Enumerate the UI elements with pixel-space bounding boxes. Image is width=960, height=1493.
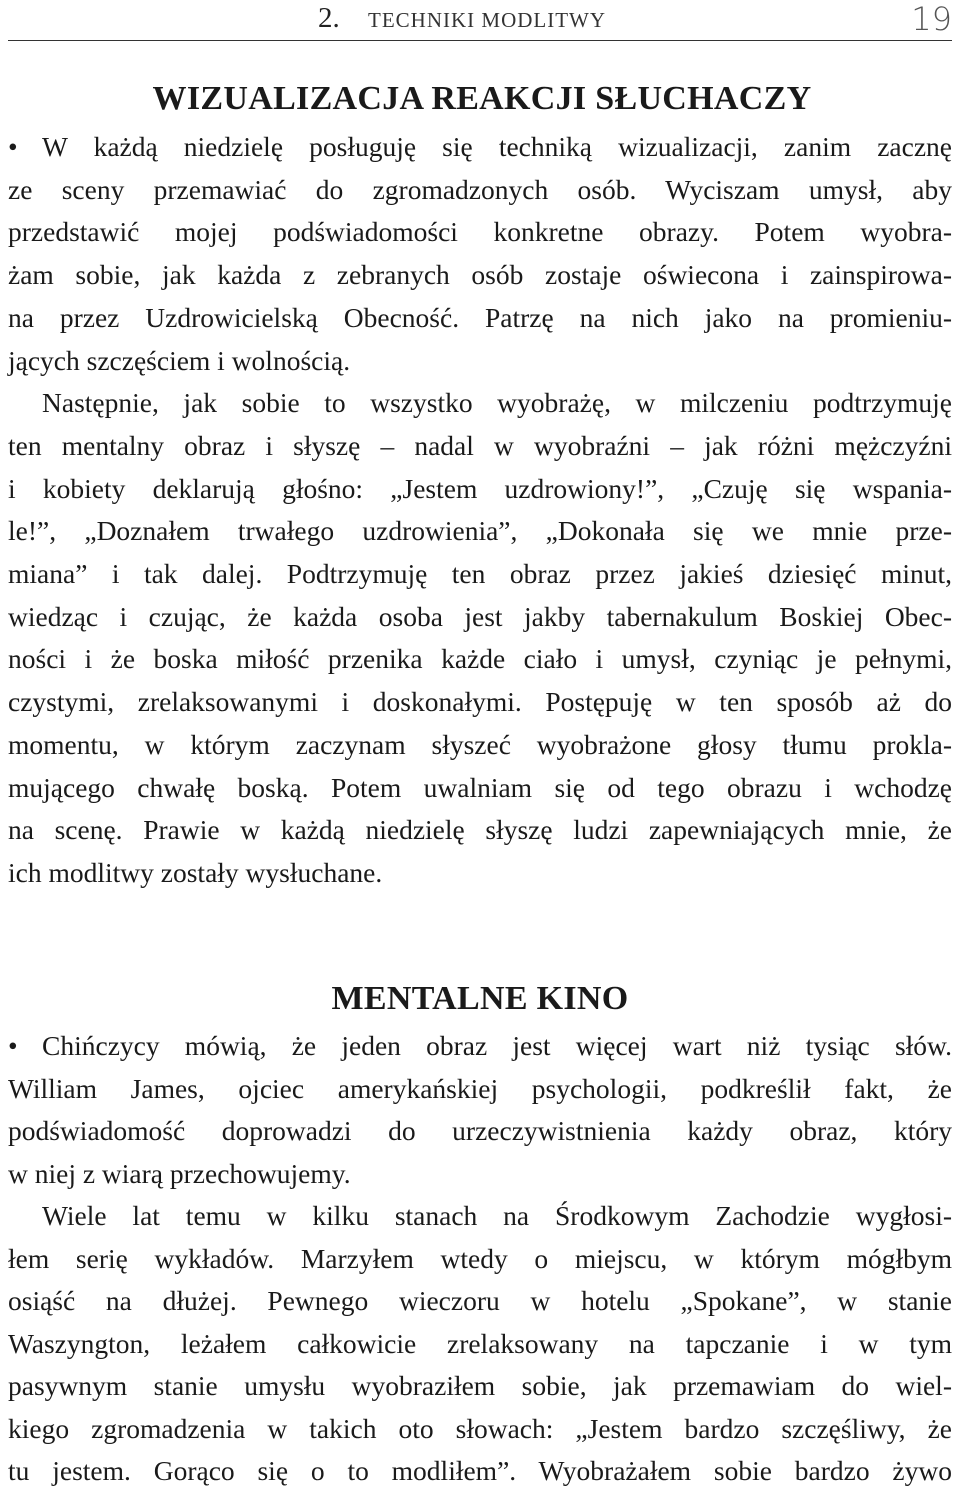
line-text: ich modlitwy zostały wysłuchane. bbox=[8, 856, 383, 888]
line-text: ności i że boska miłość przenika każde ciało i umysł, czyniąc je pełnymi, bbox=[8, 643, 952, 675]
bullet-icon: • bbox=[8, 1030, 18, 1061]
text-line bbox=[8, 1364, 952, 1407]
line-text: osiąść na dłużej. Pewnego wieczoru w hotelu „Spokane”, w stanie bbox=[8, 1285, 952, 1316]
text-line bbox=[8, 168, 952, 211]
line-text: Waszyngton, leżałem całkowicie zrelaksowany na tapczanie i w tym bbox=[8, 1327, 952, 1359]
line-text: ze sceny przemawiać do zgromadzonych osób. Wyciszam umysł, aby bbox=[8, 173, 952, 205]
text-line bbox=[8, 1279, 952, 1322]
text-line bbox=[8, 1024, 952, 1067]
text-line bbox=[8, 381, 952, 424]
chapter-title: TECHNIKI MODLITWY bbox=[368, 8, 607, 32]
text-line bbox=[8, 1237, 952, 1280]
line-text: na scenę. Prawie w każdą niedzielę słyszę ludzi zapewniających mnie, że bbox=[8, 814, 952, 846]
line-text: jących szczęściem i wolnością. bbox=[8, 344, 351, 376]
line-text: Wiele lat temu w kilku stanach na Środkowym Zachodzie wygłosi- bbox=[42, 1200, 952, 1231]
line-text: na przez Uzdrowicielską Obecność. Patrzę na nich jako na promieniu- bbox=[8, 301, 952, 333]
line-text: wiedząc i czując, że każda osoba jest jakby tabernakulum Boskiej Obec- bbox=[8, 600, 952, 632]
text-line bbox=[8, 766, 952, 809]
line-text: podświadomość doprowadzi do urzeczywistnienia każdy obraz, który bbox=[8, 1115, 952, 1146]
section-heading-mental-cinema: MENTALNE KINO bbox=[331, 980, 629, 1017]
line-text: William James, ojciec amerykańskiej psychologii, podkreślił fakt, że bbox=[8, 1072, 952, 1104]
bullet-icon: • bbox=[8, 131, 18, 162]
text-line bbox=[8, 851, 952, 894]
text-line bbox=[8, 637, 952, 680]
text-line bbox=[8, 424, 952, 467]
line-text: i kobiety deklarują głośno: „Jestem uzdrowiony!”, „Czuję się wspania- bbox=[8, 472, 952, 504]
text-line bbox=[8, 552, 952, 595]
text-line bbox=[8, 595, 952, 638]
line-text: czystymi, zrelaksowanymi i doskonałymi. Postępuję w ten sposób aż do bbox=[8, 686, 952, 718]
text-line bbox=[8, 1407, 952, 1450]
text-line bbox=[8, 1194, 952, 1237]
text-line bbox=[8, 509, 952, 552]
running-header bbox=[8, 0, 952, 41]
line-text: miana” i tak dalej. Podtrzymuję ten obraz przez jakieś dziesięć minut, bbox=[8, 558, 952, 589]
line-text: pasywnym stanie umysłu wyobraziłem sobie, jak przemawiam do wiel- bbox=[8, 1370, 952, 1401]
line-text: tu jestem. Gorąco się o to modliłem”. Wyobrażałem sobie bardzo żywo bbox=[8, 1455, 952, 1486]
line-text: le!”, „Doznałem trwałego uzdrowienia”, „Dokonała się we mnie prze- bbox=[8, 515, 952, 547]
text-line bbox=[8, 680, 952, 723]
text-line bbox=[8, 1449, 952, 1492]
page-number: 19 bbox=[911, 0, 952, 38]
text-line bbox=[8, 1067, 952, 1110]
line-text: ten mentalny obraz i słyszę – nadal w wyobraźni – jak różni mężczyźni bbox=[8, 429, 952, 461]
line-text: łem serię wykładów. Marzyłem wtedy o miejscu, w którym mógłbym bbox=[8, 1242, 952, 1274]
line-text: kiego zgromadzenia w takich oto słowach: „Jestem bardzo szczęśliwy, że bbox=[8, 1412, 952, 1444]
text-line bbox=[8, 339, 952, 382]
section-heading-visualization: WIZUALIZACJA REAKCJI SŁUCHACZY bbox=[152, 80, 812, 117]
text-line bbox=[8, 253, 952, 296]
text-line bbox=[8, 723, 952, 766]
text-line bbox=[8, 125, 952, 168]
line-text: momentu, w którym zaczynam słyszeć wyobrażone głosy tłumu prokla- bbox=[8, 728, 952, 760]
line-text: w niej z wiarą przechowujemy. bbox=[8, 1157, 351, 1189]
line-text: Chińczycy mówią, że jeden obraz jest więcej wart niż tysiąc słów. bbox=[42, 1030, 952, 1061]
line-text: przedstawić mojej podświadomości konkretne obrazy. Potem wyobra- bbox=[8, 216, 952, 248]
chapter-number: 2. bbox=[318, 2, 340, 34]
text-line bbox=[8, 296, 952, 339]
text-line bbox=[8, 1322, 952, 1365]
text-line bbox=[8, 1152, 952, 1195]
text-line bbox=[8, 210, 952, 253]
line-text: Następnie, jak sobie to wszystko wyobrażę, w milczeniu podtrzymuję bbox=[42, 387, 952, 419]
text-line bbox=[8, 808, 952, 851]
line-text: W każdą niedzielę posługuję się techniką wizualizacji, zanim zacznę bbox=[42, 131, 952, 162]
text-line bbox=[8, 1109, 952, 1152]
line-text: żam sobie, jak każda z zebranych osób zostaje oświecona i zainspirowa- bbox=[8, 259, 952, 291]
text-line bbox=[8, 467, 952, 510]
line-text: mującego chwałę boską. Potem uwalniam się od tego obrazu i wchodzę bbox=[8, 771, 952, 803]
